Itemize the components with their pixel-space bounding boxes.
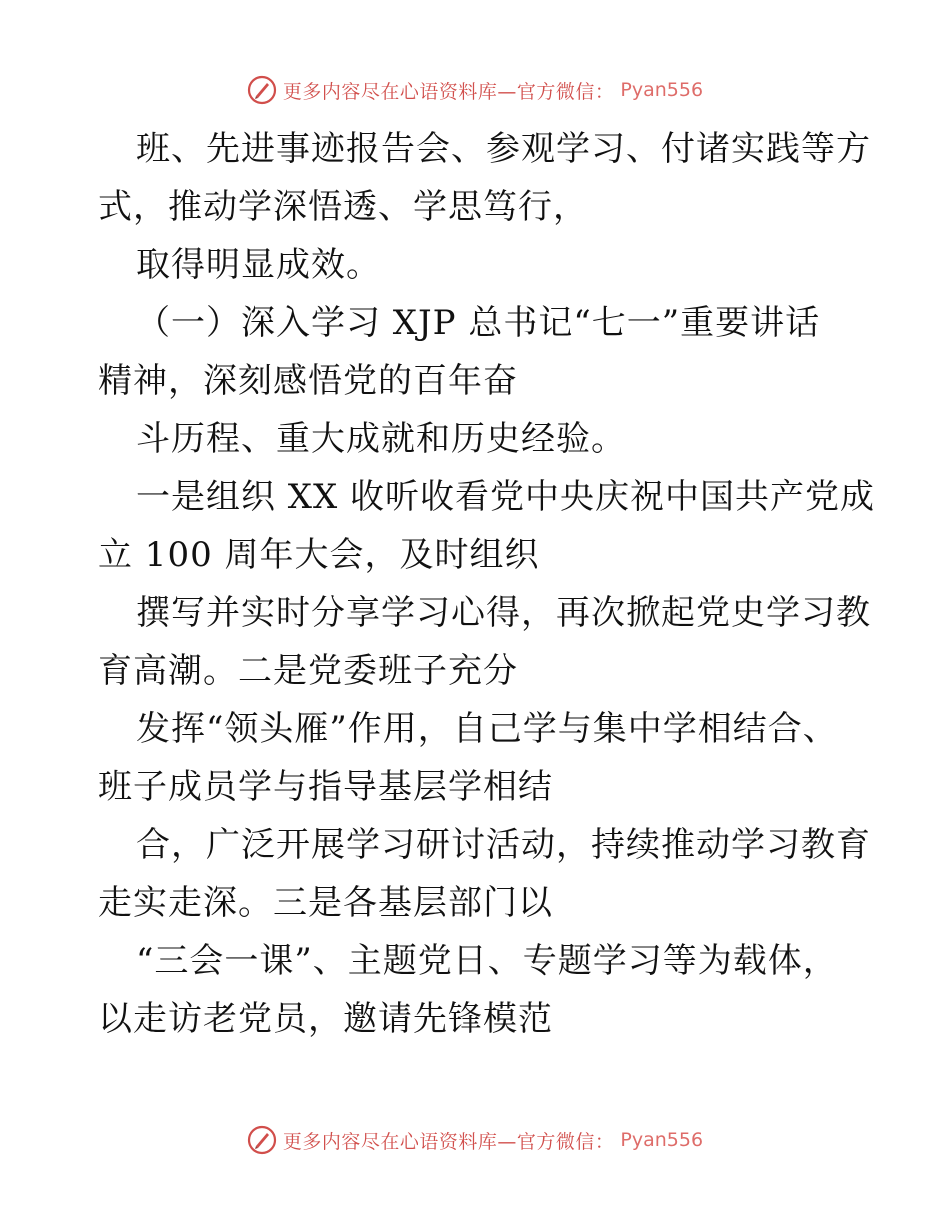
body-line: 走实走深。三是各基层部门以: [98, 883, 553, 923]
body-line: 班子成员学与指导基层学相结: [98, 767, 553, 807]
quill-icon: [247, 1125, 277, 1155]
watermark-wechat-id: Pyan556: [620, 1129, 704, 1151]
watermark-text: 更多内容尽在心语资料库—官方微信：: [282, 80, 615, 103]
quill-icon: [247, 75, 277, 105]
watermark-wechat-id: Pyan556: [620, 79, 704, 101]
body-line: 精神，深刻感悟党的百年奋: [98, 361, 518, 401]
body-line: 一是组织 XX 收听收看党中央庆祝中国共产党成: [136, 477, 876, 517]
body-line: 取得明显成效。: [136, 245, 381, 285]
body-line: 斗历程、重大成就和历史经验。: [136, 419, 626, 459]
footer-watermark: [0, 1120, 950, 1160]
document-body: [98, 120, 876, 1048]
body-line: “三会一课”、主题党日、专题学习等为载体，: [136, 941, 838, 981]
body-line: 以走访老党员，邀请先锋模范: [98, 999, 553, 1039]
body-line: 立 100 周年大会，及时组织: [98, 535, 540, 575]
section-heading: （一）深入学习 XJP 总书记“七一”重要讲话: [136, 303, 821, 343]
watermark-text: 更多内容尽在心语资料库—官方微信：: [282, 1130, 615, 1153]
body-line: 式，推动学深悟透、学思笃行，: [98, 187, 588, 227]
body-line: 班、先进事迹报告会、参观学习、付诸实践等方: [136, 129, 871, 169]
body-line: 育高潮。二是党委班子充分: [98, 651, 518, 691]
header-watermark: [0, 70, 950, 110]
body-line: 合，广泛开展学习研讨活动，持续推动学习教育: [136, 825, 871, 865]
body-line: 撰写并实时分享学习心得，再次掀起党史学习教: [136, 593, 871, 633]
body-line: 发挥“领头雁”作用，自己学与集中学相结合、: [136, 709, 838, 749]
